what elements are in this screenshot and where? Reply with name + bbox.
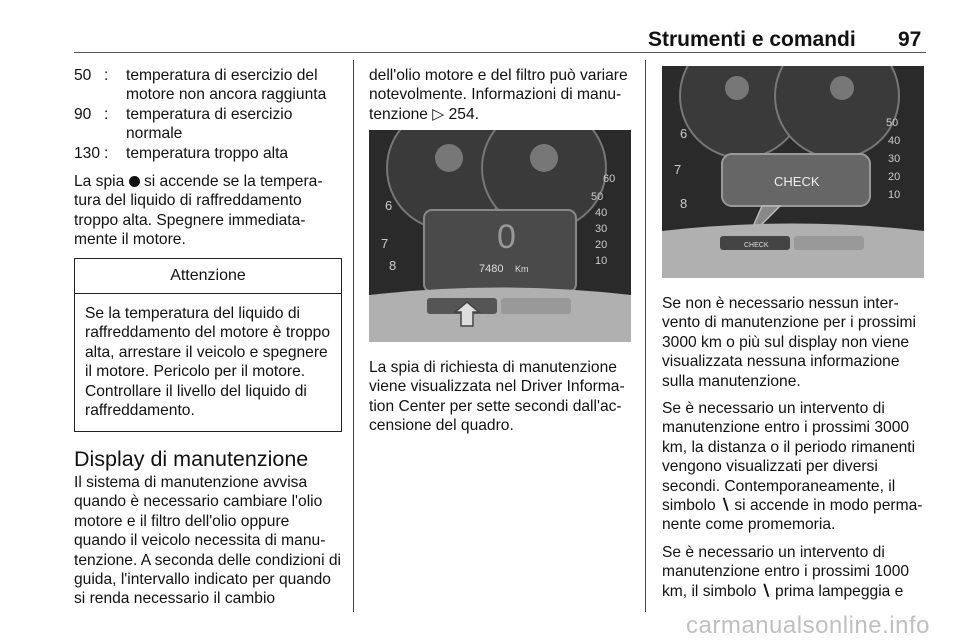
svg-text:6: 6	[680, 126, 688, 141]
column-divider	[645, 60, 646, 612]
svg-text:30: 30	[888, 153, 901, 165]
svg-text:40: 40	[888, 135, 901, 147]
section-title: Display di manutenzione	[74, 446, 309, 471]
svg-text:8: 8	[680, 196, 688, 211]
cluster-drawing	[662, 66, 924, 278]
wrench-icon: ∖	[760, 582, 771, 600]
gauge-tick: 10	[595, 255, 608, 267]
column-2	[369, 66, 635, 132]
warning-text: Se la temperatura del liquido di raffreddamento del motore è troppo alta, arrestare il veicolo e spegnere il motore. Pericolo per il motore. Controllare il livello del liquido di raffreddamento.	[85, 305, 331, 420]
warning-title: Attenzione	[75, 259, 341, 294]
temperature-row: 50 : temperatura di esercizio del motore non ancora raggiunta	[74, 67, 327, 104]
svg-text:7: 7	[381, 236, 389, 251]
svg-text:6: 6	[385, 198, 393, 213]
instrument-cluster-image-1	[369, 130, 631, 342]
speed-readout: 0	[497, 218, 516, 256]
gauge-tick: 50	[591, 191, 604, 203]
coolant-warning-icon	[129, 176, 140, 187]
temperature-row: 90 : temperatura di esercizio normale	[74, 105, 293, 143]
check-label: CHECK	[774, 174, 820, 189]
paragraph: Se è necessario un intervento di manutenzione entro i prossimi 1000 km, il simbolo ∖ prima lampeggia e	[662, 543, 910, 600]
paragraph: Se è necessario un intervento di manutenzione entro i prossimi 3000 km, la distanza o il periodo rimanenti vengono visualizzati per diversi secondi. Contemporaneamente, il simbolo ∖ si accende in modo permanente come promemoria.	[662, 400, 923, 534]
svg-text:20: 20	[888, 171, 901, 183]
section-paragraph: Il sistema di manutenzione avvisa quando è necessario cambiare l'olio motore e il filtro dell'olio oppure quando il veicolo necessita di manutenzione. A seconda delle condizioni di guida, l'intervallo indicato per quando si renda necessario il cambio	[74, 473, 342, 608]
coolant-paragraph: La spia si accende se la temperatura del liquido di raffreddamento troppo alta. Spegnere immediatamente il motore.	[74, 173, 323, 249]
instrument-cluster-image-2	[662, 66, 924, 278]
gauge-tick: 40	[595, 207, 608, 219]
header-title: Strumenti e comandi	[648, 28, 856, 51]
svg-text:50: 50	[886, 117, 899, 129]
header-rule	[74, 52, 926, 53]
footer-watermark: carmanualsonline.info	[686, 612, 930, 639]
temperature-list	[74, 66, 342, 163]
odometer-readout: 7480	[479, 263, 504, 275]
svg-text:7: 7	[674, 162, 682, 177]
wrench-icon: ∖	[720, 497, 731, 515]
column-divider	[353, 60, 354, 612]
warning-box	[74, 258, 342, 432]
column-3	[662, 294, 927, 609]
gauge-tick: 30	[595, 223, 608, 235]
paragraph: Se non è necessario nessun intervento di manutenzione per i prossimi 3000 km o più sul display non viene visualizzata nessuna informazione sulla manutenzione.	[662, 295, 916, 390]
temperature-row: 130 : temperatura troppo alta	[74, 144, 289, 162]
image-caption: La spia di richiesta di manutenzione viene visualizzata nel Driver Information Center per sette secondi dall'accensione del quadro.	[369, 359, 625, 435]
reference-arrow-icon: ▷	[432, 105, 445, 123]
page-number: 97	[898, 28, 922, 51]
gauge-tick: 20	[595, 239, 608, 251]
gauge-tick: 60	[603, 173, 616, 185]
odometer-unit: Km	[515, 264, 529, 274]
svg-text:8: 8	[389, 258, 397, 273]
continued-paragraph: dell'olio motore e del filtro può variare notevolmente. Informazioni di manutenzione ▷ 254.	[369, 67, 628, 123]
column-1	[74, 66, 342, 617]
svg-text:10: 10	[888, 189, 901, 201]
cluster-drawing	[369, 130, 631, 342]
check-small-label: CHECK	[744, 242, 769, 249]
